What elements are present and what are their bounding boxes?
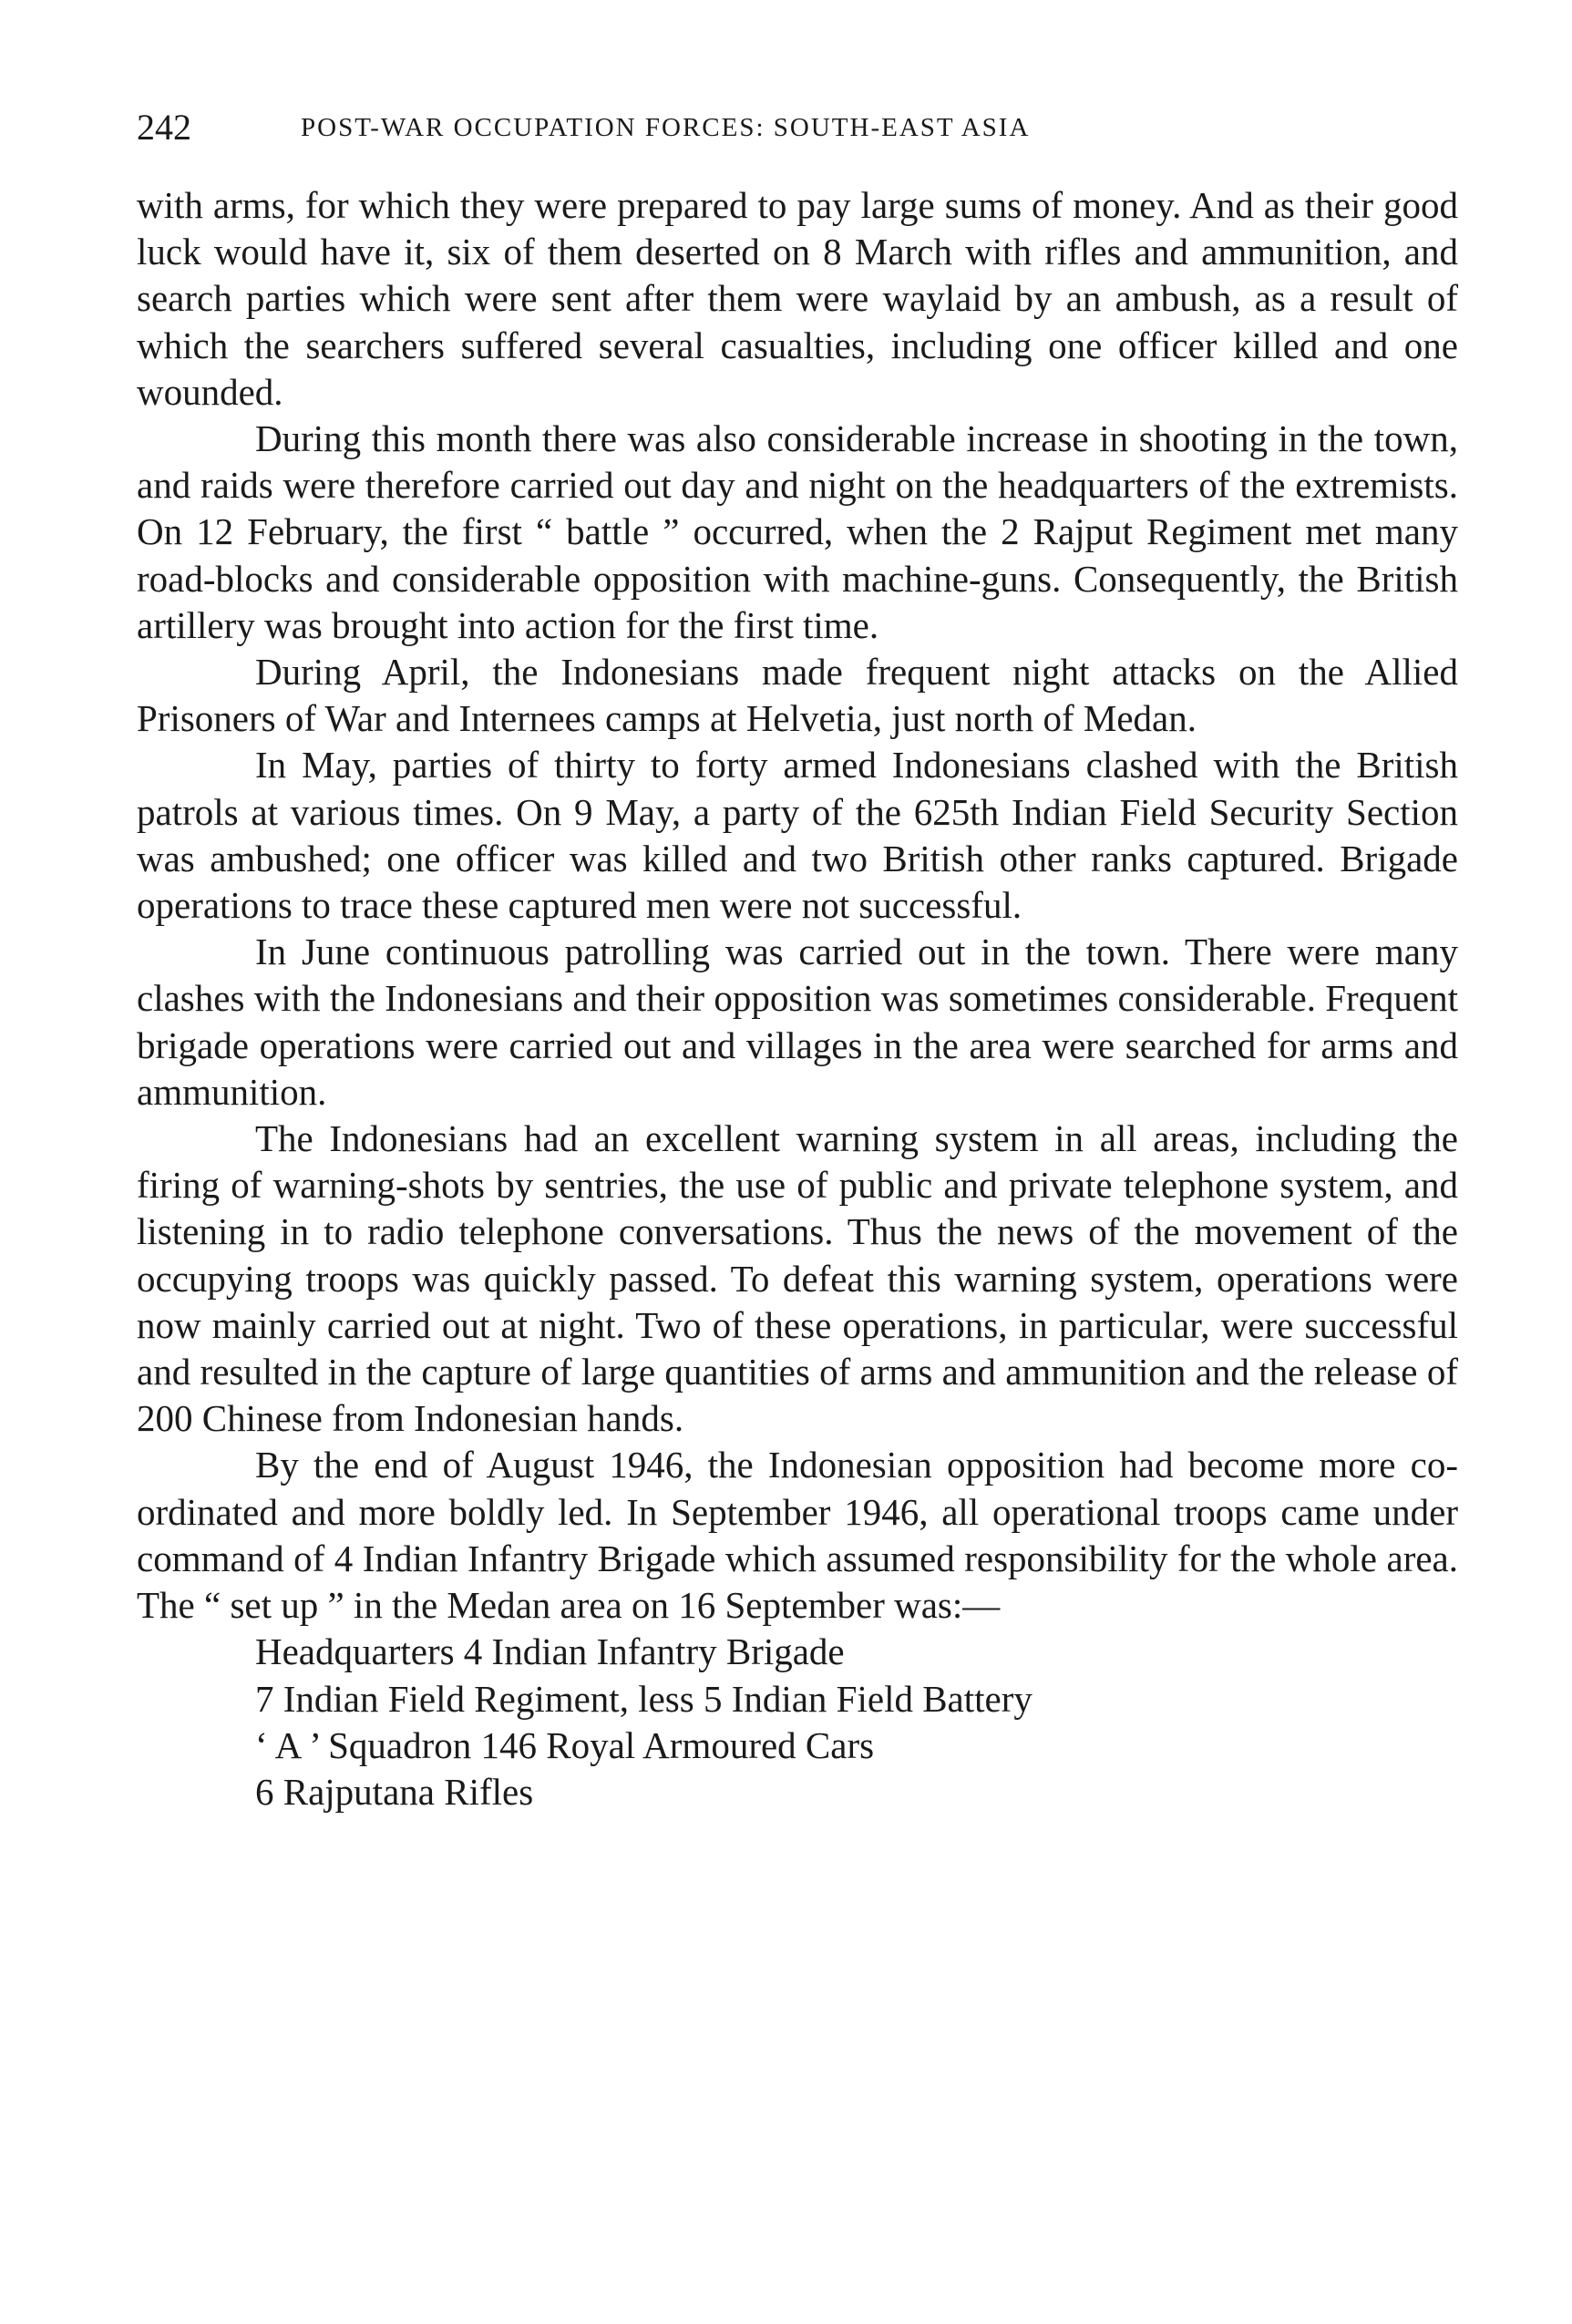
paragraph-april-attacks: During April, the Indonesians made frequent night attacks on the Allied Prisoners of War and Internees camps at Helvetia, just north of Medan. xyxy=(137,651,1458,740)
body-text xyxy=(137,182,1458,1815)
list-item: Headquarters 4 Indian Infantry Brigade xyxy=(255,1630,845,1673)
paragraph-august-september: By the end of August 1946, the Indonesian opposition had become more co-ordinated and more boldly led. In September 1946, all operational troops came under command of 4 Indian Infantry Brigade which assumed responsibility for the whole area. The “ set up ” in the Medan area on 16 September was:— xyxy=(137,1444,1458,1627)
paragraph-continuation: with arms, for which they were prepared to pay large sums of money. And as their good luck would have it, six of them deserted on 8 March with rifles and ammunition, and search parties which were sent after them were waylaid by an ambush, as a result of which the searchers suffered several casualties, including one officer killed and one wounded. xyxy=(137,184,1458,413)
list-item: 7 Indian Field Regiment, less 5 Indian Field Battery xyxy=(255,1677,1033,1720)
paragraph-june-patrolling: In June continuous patrolling was carried out in the town. There were many clashes with the Indonesians and their opposition was sometimes considerable. Frequent brigade operations were carried out and villages in the area were searched for arms and ammunition. xyxy=(137,931,1458,1113)
paragraph-may-clashes: In May, parties of thirty to forty armed Indonesians clashed with the British patrols at various times. On 9 May, a party of the 625th Indian Field Security Section was ambushed; one officer was killed and two British other ranks captured. Brigade operations to trace these captured men were not successful. xyxy=(137,744,1458,927)
page-number: 242 xyxy=(137,107,191,148)
list-item: 6 Rajputana Rifles xyxy=(255,1770,534,1813)
running-title: POST-WAR OCCUPATION FORCES: SOUTH-EAST ASIA xyxy=(301,113,1031,142)
running-header xyxy=(137,100,1458,155)
paragraph-february-battle: During this month there was also considerable increase in shooting in the town, and raids were therefore carried out day and night on the headquarters of the extremists. On 12 February, the first “ battle ” occurred, when the 2 Rajput Regiment met many road-blocks and considerable opposition with machine-guns. Consequently, the British artillery was brought into action for the first time. xyxy=(137,417,1458,646)
paragraph-warning-system: The Indonesians had an excellent warning system in all areas, including the firing of warning-shots by sentries, the use of public and private telephone system, and listening in to radio telephone conversations. Thus the news of the movement of the occupying troops was quickly passed. To defeat this warning system, operations were now mainly carried out at night. Two of these operations, in particular, were successful and resulted in the capture of large quantities of arms and ammunition and the release of 200 Chinese from Indonesian hands. xyxy=(137,1117,1458,1440)
list-item: ‘ A ’ Squadron 146 Royal Armoured Cars xyxy=(255,1723,875,1766)
setup-list xyxy=(137,1629,1458,1815)
